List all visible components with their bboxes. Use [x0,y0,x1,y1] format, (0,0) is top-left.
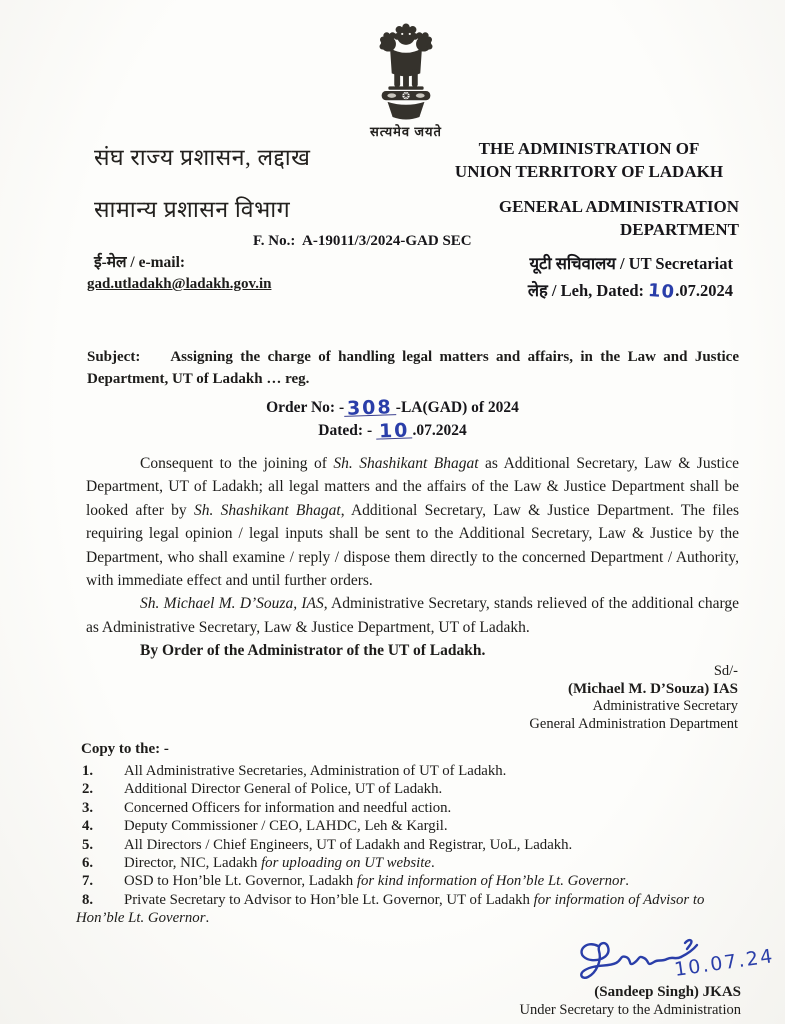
p1-officer-name-2: Sh. Shashikant Bhagat [193,501,341,519]
copy-item-number: 8. [82,891,94,908]
copy-item-text: Concerned Officers for information and needful action. [124,799,452,816]
p2-text: , Administrative Secretary, stands relieved of the additional charge as Administrative Secretary, Law & Justice Department, UT of Ladakh. [86,595,739,636]
copy-item-text: All Administrative Secretaries, Administration of UT of Ladakh. [124,763,507,779]
signatory-name: (Michael M. D’Souza) IAS [568,680,738,697]
handwritten-order-date: 10 [376,423,413,439]
order-no-prefix: Order No: - [266,399,345,416]
copy-item-number: 1. [82,763,94,779]
copy-item-2 [76,780,738,798]
footer-signer-title: Under Secretary to the Administration [519,1001,741,1018]
order-body [86,452,739,663]
copy-item-number: 5. [82,836,94,853]
copy-item-1 [76,762,738,780]
by-order-line: By Order of the Administrator of the UT of Ladakh. [140,642,486,660]
copy-item-text: Director, NIC, Ladakh [124,855,262,872]
p1-officer-name: Sh. Shashikant Bhagat [333,455,479,472]
copy-item-text: All Directors / Chief Engineers, UT of Ladakh and Registrar, UoL, Ladakh. [124,836,573,853]
order-date-prefix: Dated: - [318,422,373,439]
order-number-block [0,396,785,442]
ashoka-emblem-icon [352,18,460,122]
copy-item-number: 6. [82,855,94,872]
body-paragraph-1 [86,452,739,592]
copy-item-number: 2. [82,781,94,798]
order-date-line [0,419,785,442]
administration-title [439,137,739,183]
order-number-line [0,396,785,419]
copy-item-text: Deputy Commissioner / CEO, LAHDC, Leh & Kargil. [124,818,448,835]
handwritten-day: 10 [647,280,676,303]
copy-item-text: Additional Director General of Police, UT of Ladakh. [124,781,443,798]
emblem-motto: सत्यमेव जयते [370,124,442,139]
department-title [439,195,739,241]
copy-item-italic: for kind information of Hon’ble Lt. Governor [356,873,626,890]
email-label: ई-मेल / e-mail: [94,254,186,271]
p1-text-2: as Additional Secretary, Law & Justice Department, UT of Ladakh; all legal matters and the affairs of the Law & Justice Department shall be looked after by [86,455,739,519]
copy-item-6 [76,854,738,872]
copy-item-text: Private Secretary to Advisor to Hon’ble Lt. Governor, UT of Ladakh [124,891,534,908]
copy-item-italic: for information of Advisor to Hon’ble Lt. Governor [76,891,705,927]
copy-item-number: 3. [82,799,94,816]
administration-title-line1: THE ADMINISTRATION OF [478,139,700,158]
handwritten-order-number: 308 [344,400,396,417]
dept-name-hindi-line1: संघ राज्य प्रशासन, लद्दाख [94,145,311,170]
p1-text-3: , Additional Secretary, Law & Justice Department. The files requiring legal opinion / legal inputs shall be sent to the Additional Secretary, Law & Justice by the Department, who shall examine / reply / dispose them directly to the concerned Department / Authority, with immediate effect and until further orders. [86,501,739,590]
dated-line [528,278,733,301]
department-title-line2: DEPARTMENT [619,220,739,239]
copy-to-heading: Copy to the: - [81,741,169,757]
subject-block [87,347,739,390]
dept-name-hindi-line2: सामान्य प्रशासन विभाग [94,197,291,222]
copy-item-3 [76,799,738,817]
copy-item-italic: for uploading on UT website [261,855,431,872]
p2-officer-name: Sh. Michael M. D’Souza, IAS [140,595,324,613]
footer-signer-name: (Sandeep Singh) JKAS [594,984,741,1000]
email-address: gad.utladakh@ladakh.gov.in [87,276,272,292]
handwritten-signature-date: 10.07.24 [672,945,776,981]
copy-item-suffix: . [625,873,629,890]
department-title-line1: GENERAL ADMINISTRATION [498,197,739,216]
copy-item-number: 7. [82,873,94,890]
copy-to-list [76,762,738,928]
copy-item-text: OSD to Hon’ble Lt. Governor, Ladakh [124,873,357,890]
copy-item-7 [76,872,738,890]
copy-item-8 [76,891,738,928]
secretariat-line: यूटी सचिवालय / UT Secretariat [529,254,733,273]
signatory-block [529,663,738,733]
copy-item-number: 4. [82,818,94,835]
body-paragraph-2 [86,592,739,639]
copy-item-suffix: . [205,910,210,927]
order-date-suffix: .07.2024 [412,422,467,439]
dated-suffix: .07.2024 [675,281,733,300]
subject-label: Subject: [87,349,141,365]
subject-text: Assigning the charge of handling legal matters and affairs, in the Law and Justice Department, UT of Ladakh … reg. [87,349,739,387]
footer-signer-block [520,984,741,1019]
copy-item-suffix: . [430,855,435,872]
copy-item-5 [76,836,738,854]
signatory-dept: General Administration Department [529,715,738,732]
signatory-title: Administrative Secretary [592,698,738,714]
administration-title-line2: UNION TERRITORY OF LADAKH [454,162,724,181]
p1-text-1: Consequent to the joining of [140,455,334,472]
sd-line: Sd/- [713,663,738,679]
file-number: F. No.: A-19011/3/2024-GAD SEC [253,233,472,249]
dated-prefix: लेह / Leh, Dated: [527,281,645,300]
order-no-suffix: -LA(GAD) of 2024 [395,399,519,416]
copy-item-4 [76,817,738,835]
